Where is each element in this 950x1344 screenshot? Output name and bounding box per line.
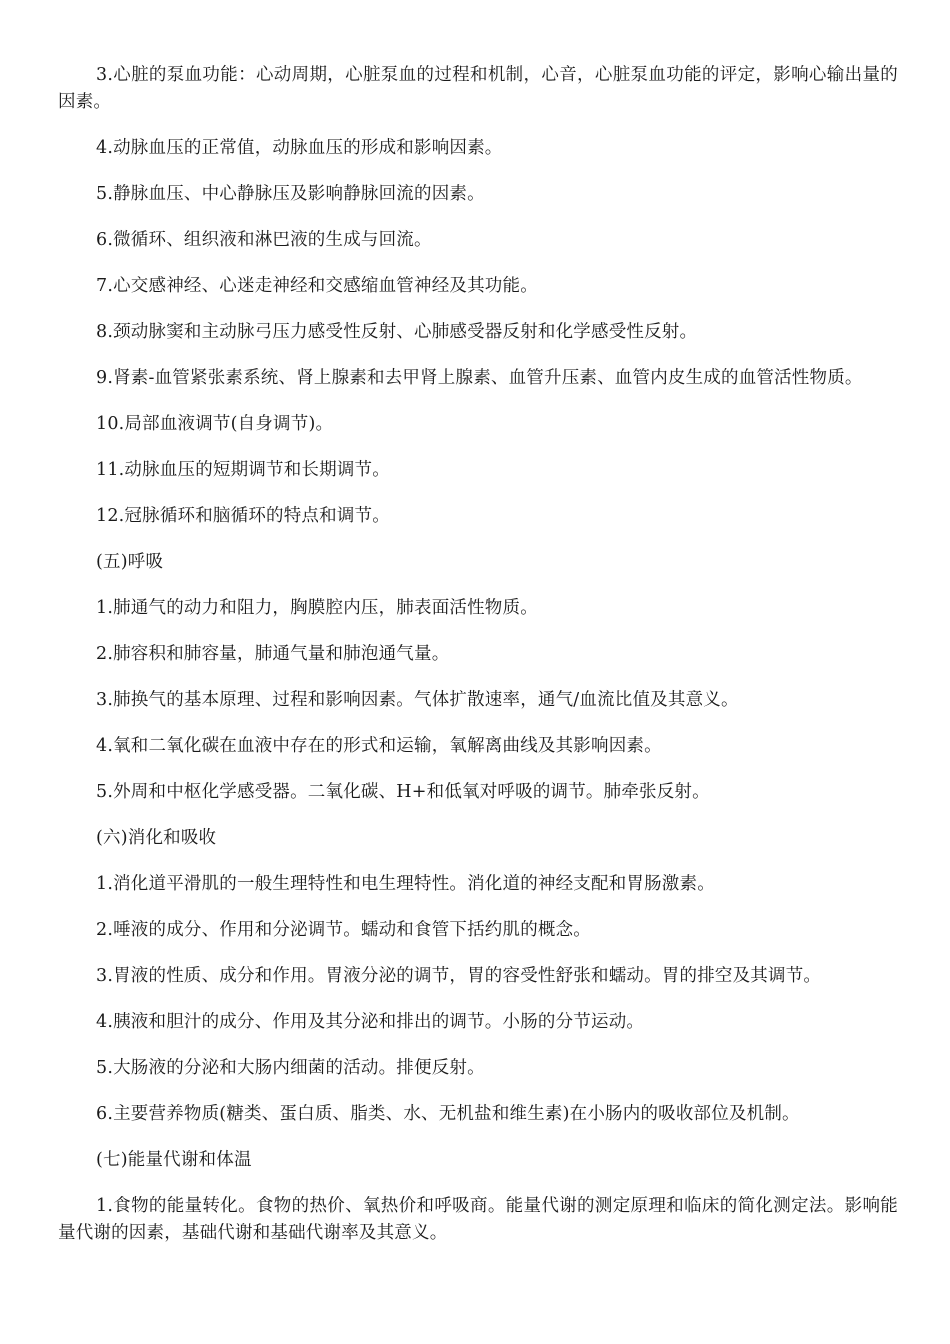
paragraph-coronary-cerebral: 12.冠脉循环和脑循环的特点和调节。 bbox=[96, 506, 390, 526]
paragraph-bp-regulation: 11.动脉血压的短期调节和长期调节。 bbox=[96, 460, 390, 480]
paragraph-gas-transport: 4.氧和二氧化碳在血液中存在的形式和运输，氧解离曲线及其影响因素。 bbox=[96, 736, 662, 756]
section-heading-respiration: (五)呼吸 bbox=[96, 552, 164, 572]
paragraph-venous-pressure: 5.静脉血压、中心静脉压及影响静脉回流的因素。 bbox=[96, 184, 485, 204]
paragraph-energy-conversion: 1.食物的能量转化。食物的热价、氧热价和呼吸商。能量代谢的测定原理和临床的简化测定法。影响能量代谢的因素，基础代谢和基础代谢率及其意义。 bbox=[58, 1196, 898, 1243]
paragraph-large-intestine: 5.大肠液的分泌和大肠内细菌的活动。排便反射。 bbox=[96, 1058, 485, 1078]
paragraph-cardiac-nerves: 7.心交感神经、心迷走神经和交感缩血管神经及其功能。 bbox=[96, 276, 538, 296]
paragraph-arterial-pressure: 4.动脉血压的正常值，动脉血压的形成和影响因素。 bbox=[96, 138, 503, 158]
paragraph-gas-exchange: 3.肺换气的基本原理、过程和影响因素。气体扩散速率，通气/血流比值及其意义。 bbox=[96, 690, 739, 710]
paragraph-pancreatic-bile: 4.胰液和胆汁的成分、作用及其分泌和排出的调节。小肠的分节运动。 bbox=[96, 1012, 645, 1032]
paragraph-lung-volumes: 2.肺容积和肺容量，肺通气量和肺泡通气量。 bbox=[96, 644, 450, 664]
paragraph-gastric-juice: 3.胃液的性质、成分和作用。胃液分泌的调节，胃的容受性舒张和蠕动。胃的排空及其调节。 bbox=[96, 966, 822, 986]
paragraph-cardiac-pump-function: 3.心脏的泵血功能：心动周期，心脏泵血的过程和机制，心音，心脏泵血功能的评定，影响心输出量的因素。 bbox=[58, 65, 898, 112]
paragraph-microcirculation: 6.微循环、组织液和淋巴液的生成与回流。 bbox=[96, 230, 432, 250]
paragraph-pulmonary-ventilation: 1.肺通气的动力和阻力，胸膜腔内压，肺表面活性物质。 bbox=[96, 598, 538, 618]
document-page bbox=[58, 62, 898, 1266]
paragraph-chemoreceptors: 5.外周和中枢化学感受器。二氧化碳、H+和低氧对呼吸的调节。肺牵张反射。 bbox=[96, 782, 710, 802]
section-heading-digestion: (六)消化和吸收 bbox=[96, 828, 217, 848]
paragraph-absorption: 6.主要营养物质(糖类、蛋白质、脂类、水、无机盐和维生素)在小肠内的吸收部位及机制。 bbox=[96, 1104, 800, 1124]
paragraph-renin-angiotensin: 9.肾素-血管紧张素系统、肾上腺素和去甲肾上腺素、血管升压素、血管内皮生成的血管活性物质。 bbox=[96, 368, 863, 388]
paragraph-gi-smooth-muscle: 1.消化道平滑肌的一般生理特性和电生理特性。消化道的神经支配和胃肠激素。 bbox=[96, 874, 715, 894]
section-heading-energy-metabolism: (七)能量代谢和体温 bbox=[96, 1150, 252, 1170]
paragraph-baroreceptor-reflex: 8.颈动脉窦和主动脉弓压力感受性反射、心肺感受器反射和化学感受性反射。 bbox=[96, 322, 698, 342]
paragraph-local-regulation: 10.局部血液调节(自身调节)。 bbox=[96, 414, 334, 434]
paragraph-saliva: 2.唾液的成分、作用和分泌调节。蠕动和食管下括约肌的概念。 bbox=[96, 920, 591, 940]
